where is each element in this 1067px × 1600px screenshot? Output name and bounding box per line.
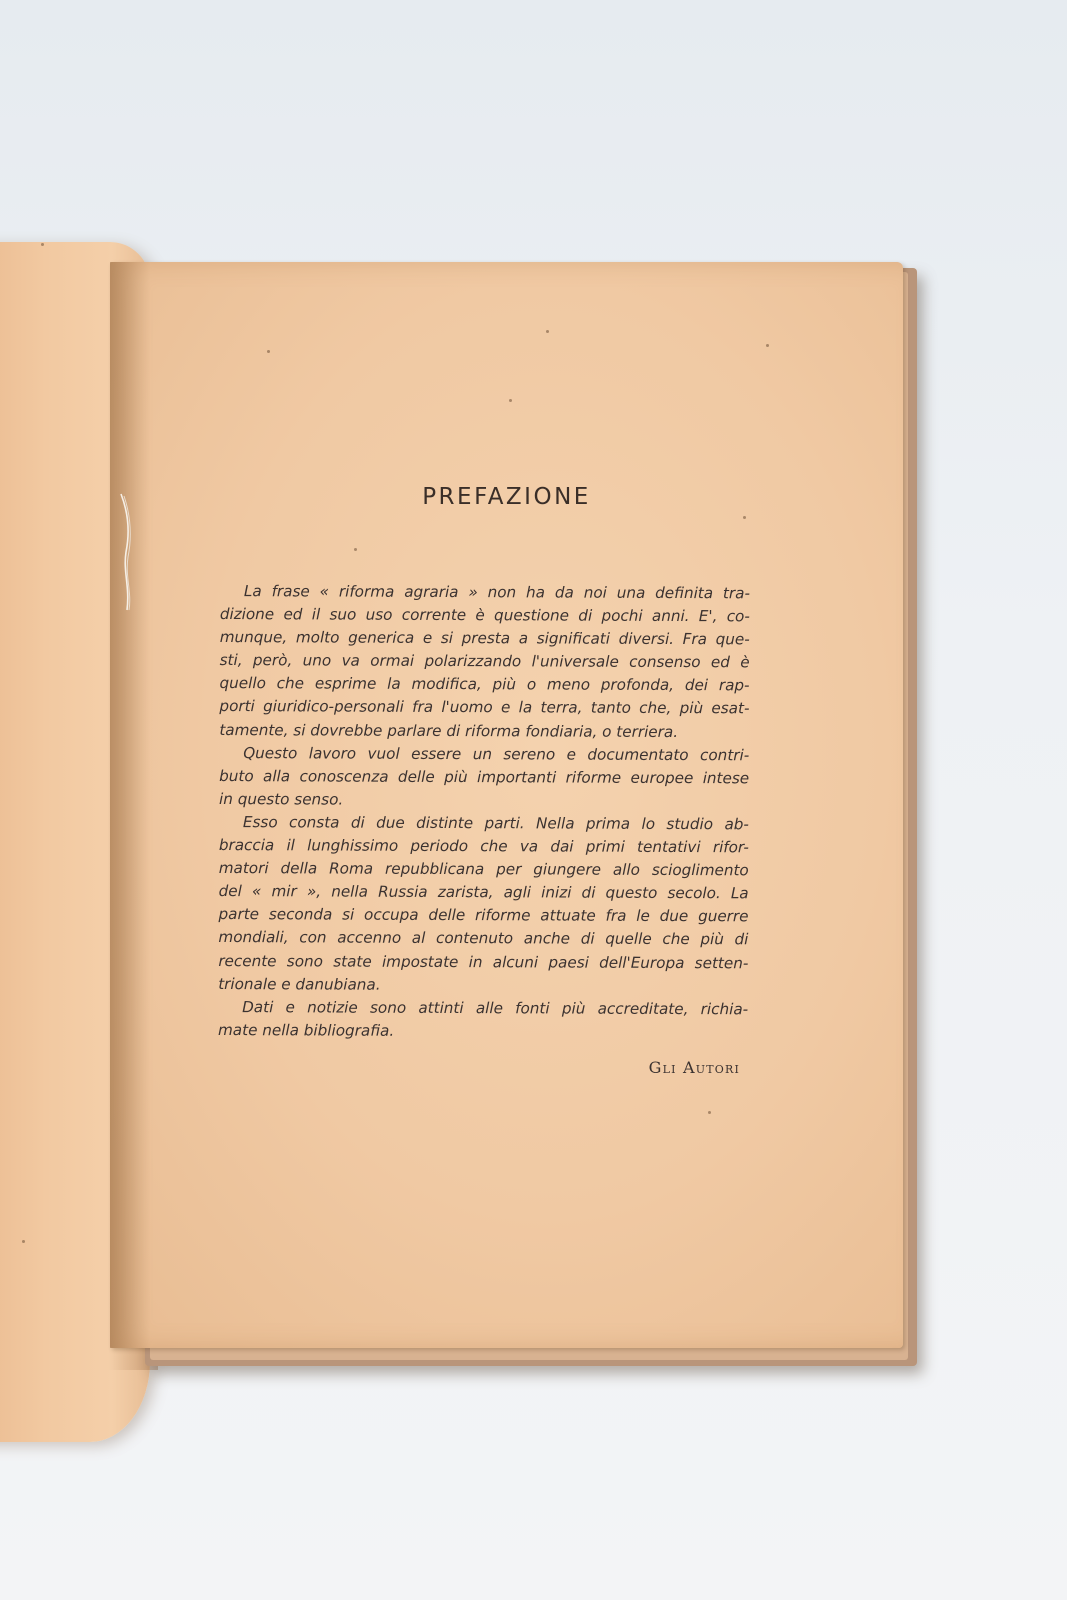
binding-thread (118, 492, 134, 612)
text-line: tamente, si dovrebbe parlare di riforma fondiaria, o terriera. (219, 720, 679, 741)
paper-speck (708, 1111, 711, 1114)
gutter-shadow (110, 262, 150, 1348)
text-line: quello che esprime la modifica, più o meno profonda, dei rap- (219, 674, 750, 695)
text-line: mondiali, con accenno al contenuto anche di quelle che più di (218, 928, 749, 949)
text-line: mate nella bibliografia. (217, 1020, 395, 1040)
text-line: in questo senso. (219, 789, 344, 809)
text-line: trionale e danubiana. (218, 974, 381, 994)
text-line: Esso consta di due distinte parti. Nella prima lo studio ab- (242, 813, 749, 834)
paper-speck (509, 399, 512, 402)
paper-speck (766, 344, 769, 347)
text-line: parte seconda si occupa delle riforme attuate fra le due guerre (218, 905, 749, 926)
paper-speck (546, 330, 549, 333)
text-line: sti, però, uno va ormai polarizzando l'universale consenso ed è (219, 651, 750, 672)
text-line: del « mir », nella Russia zarista, agli inizi di questo secolo. La (218, 882, 749, 903)
paper-speck (267, 350, 270, 353)
signature: Gli Autori (648, 1058, 740, 1077)
text-line: dizione ed il suo uso corrente è questione di pochi anni. E', co- (219, 605, 750, 626)
text-line: Questo lavoro vuol essere un sereno e documentato contri- (243, 743, 750, 764)
paper-speck (41, 243, 44, 246)
paragraph (219, 580, 750, 744)
preface-body (218, 580, 750, 1044)
text-line: munque, molto generica e si presta a significati diversi. Fra que- (219, 628, 750, 649)
paragraph (219, 742, 749, 814)
text-line: Dati e notizie sono attinti alle fonti più accreditate, richia- (242, 997, 749, 1018)
paper-speck (22, 1240, 25, 1243)
paragraph (218, 996, 748, 1044)
text-line: porti giuridico-personali fra l'uomo e la terra, tanto che, più esat- (219, 697, 750, 718)
text-line: braccia il lunghissimo periodo che va dai primi tentativi rifor- (218, 836, 749, 857)
paragraph (218, 811, 749, 998)
page-title: PREFAZIONE (422, 484, 591, 510)
text-line: La frase « riforma agraria » non ha da noi una definita tra- (243, 582, 750, 603)
text-line: matori della Roma repubblicana per giungere allo scioglimento (218, 859, 749, 880)
paper-speck (354, 548, 357, 551)
text-line: recente sono state impostate in alcuni paesi dell'Europa setten- (218, 951, 749, 972)
paper-speck (743, 516, 746, 519)
text-line: buto alla conoscenza delle più importanti riforme europee intese (219, 766, 750, 788)
